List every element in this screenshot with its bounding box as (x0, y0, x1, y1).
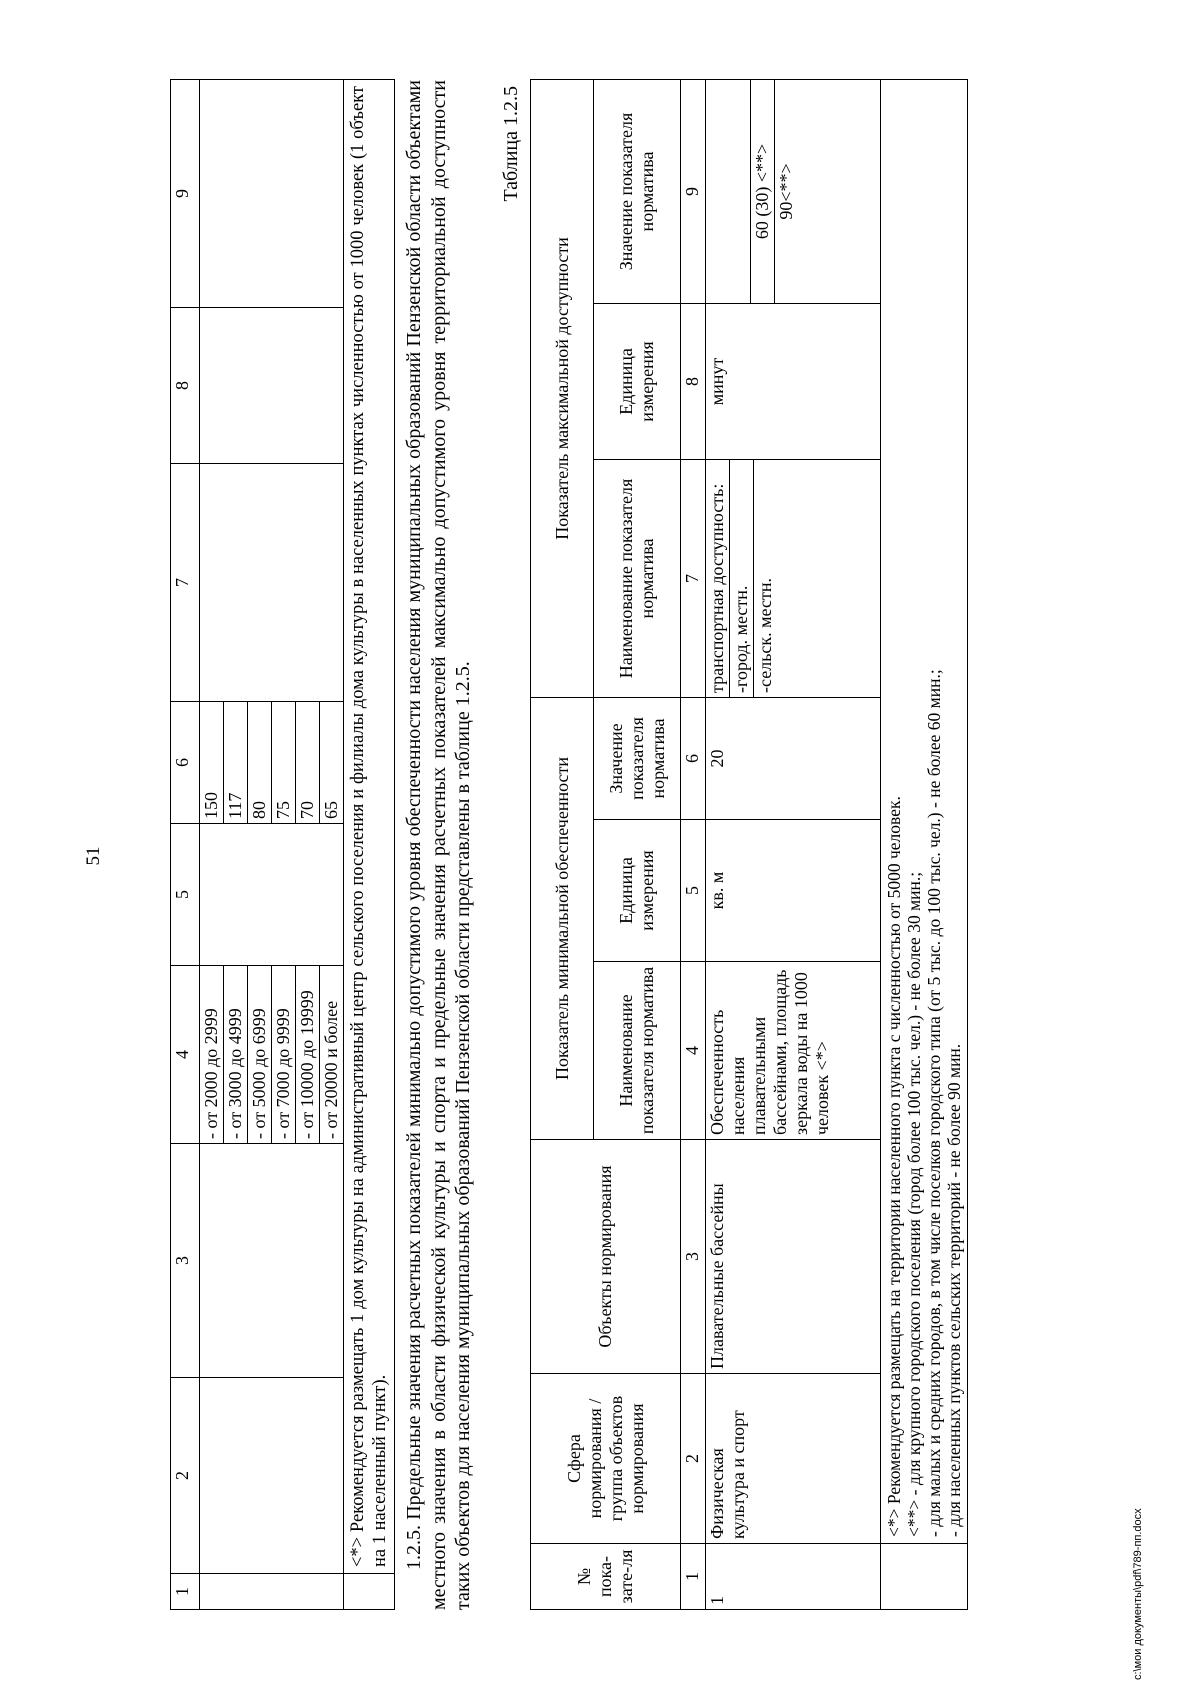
range-label: - от 20000 и более (320, 966, 344, 1144)
min-name-cell: Обеспеченность населения плавательными бассейнами, площадь зеркала воды на 1000 человек <*> (706, 962, 881, 1140)
col-num: 4 (681, 962, 706, 1140)
note-row (344, 80, 395, 1610)
range-label: - от 2000 до 2999 (200, 966, 224, 1144)
max-value-city: 60 (30) <**> (750, 80, 774, 303)
max-name-rural: -сельск. местн. (753, 460, 777, 697)
max-name-cell (706, 459, 881, 697)
row-num: 1 (706, 1544, 881, 1610)
header-min-unit: Единица измерения (594, 820, 681, 962)
header-min-value: Значение показателя норматива (594, 697, 681, 819)
col-num: 2 (171, 1378, 200, 1574)
min-value-cell: 20 (706, 697, 881, 819)
header-max-value: Значение показателя норматива (594, 79, 681, 303)
max-name-head: транспортная доступность: (707, 483, 727, 693)
header-min-group: Показатель минимальной обеспеченности (531, 697, 594, 1139)
col-num: 9 (171, 80, 200, 308)
header-max-name: Наименование показателя норматива (594, 459, 681, 697)
page-number: 51 (83, 846, 104, 866)
header-num: № пока-зате-ля (531, 1544, 681, 1610)
range-value: 65 (320, 702, 344, 824)
object-cell: Плавательные бассейны (706, 1140, 881, 1374)
column-number-row (681, 79, 706, 1609)
col-num: 7 (681, 459, 706, 697)
col-num: 4 (171, 966, 200, 1144)
col-num: 6 (681, 697, 706, 819)
range-value: 75 (272, 702, 296, 824)
header-objects: Объекты нормирования (531, 1140, 681, 1374)
table-note: <*> Рекомендуется размещать 1 дом культуры на административный центр сельского поселения и филиалы дома культуры в населенных пунктах численностью от 1000 человек (1 объект на 1 населенный пункт). (344, 80, 395, 1574)
max-unit-cell: минут (706, 303, 881, 459)
footnote: - для населенных пунктов сельских территорий - не более 90 мин. (944, 1043, 964, 1537)
section-paragraph: 1.2.5. Предельные значения расчетных показателей минимально допустимого уровня обеспеченности населения муниципальных образований Пензенской области объектами местного значения в области физической культуры и спорта и предельные значения расчетных показателей максимально допустимого уровня территориальной доступности таких объектов для населения муниципальных образований Пензенской области представлены в таблице 1.2.5. (403, 80, 474, 1610)
col-num: 2 (681, 1374, 706, 1544)
col-num: 7 (171, 464, 200, 702)
max-value-rural: 90<**> (774, 80, 798, 303)
col-num: 3 (681, 1140, 706, 1374)
table-footnotes (881, 79, 968, 1543)
header-max-unit: Единица измерения (594, 303, 681, 459)
max-value-cell (706, 79, 881, 303)
sphere-cell: Физическая культура и спорт (706, 1374, 881, 1544)
table-row (200, 80, 224, 1610)
range-label: - от 5000 до 6999 (248, 966, 272, 1144)
range-value: 117 (224, 702, 248, 824)
table-1-2-5 (530, 79, 968, 1610)
column-number-row (171, 80, 200, 1610)
footnote: <*> Рекомендуется размещать на территории населенного пункта с численностью от 5000 человек. (884, 796, 904, 1537)
col-num: 3 (171, 1144, 200, 1378)
col-num: 5 (171, 824, 200, 966)
file-path-footer: c:\мои документы\pdf\789-пп.docx (1132, 1508, 1144, 1680)
col-num: 1 (171, 1574, 200, 1610)
footnote-row (881, 79, 968, 1609)
continuation-table (170, 79, 395, 1610)
range-value: 70 (296, 702, 320, 824)
header-min-name: Наименование показателя норматива (594, 962, 681, 1140)
col-num: 6 (171, 702, 200, 824)
footnote: - для малых и средних городов, в том числе поселков городского типа (от 5 тыс. до 100 тыс. чел.) - не более 60 мин.; (924, 669, 944, 1537)
col-num: 5 (681, 820, 706, 962)
footnote: <**> - для крупного городского поселения (город более 100 тыс. чел.) - не более 30 мин.; (904, 871, 924, 1537)
col-num: 8 (681, 303, 706, 459)
range-value: 150 (200, 702, 224, 824)
header-row (531, 79, 594, 1609)
col-num: 9 (681, 79, 706, 303)
col-num: 8 (171, 308, 200, 464)
table-row (706, 79, 881, 1609)
range-value: 80 (248, 702, 272, 824)
header-max-group: Показатель максимальной доступности (531, 79, 594, 697)
range-label: - от 3000 до 4999 (224, 966, 248, 1144)
min-unit-cell: кв. м (706, 820, 881, 962)
max-name-city: -город. местн. (729, 460, 753, 697)
range-label: - от 10000 до 19999 (296, 966, 320, 1144)
rotated-content (170, 80, 1030, 1610)
table-caption: Таблица 1.2.5 (500, 86, 522, 202)
header-sphere: Сфера нормирования / группа объектов нормирования (531, 1374, 681, 1544)
col-num: 1 (681, 1544, 706, 1610)
range-label: - от 7000 до 9999 (272, 966, 296, 1144)
